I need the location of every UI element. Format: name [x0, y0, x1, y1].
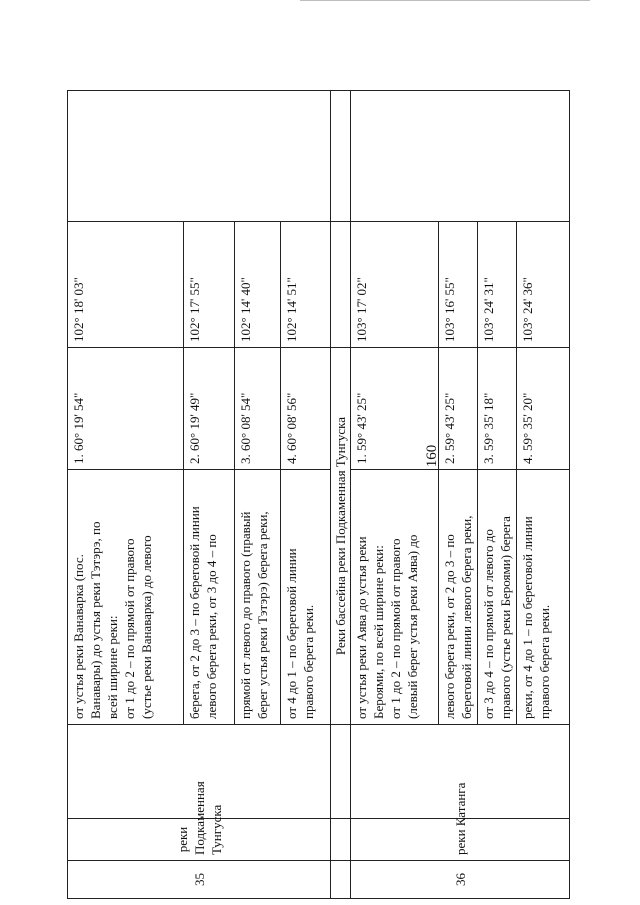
description-line: береговой линии левого берега реки, [459, 515, 474, 719]
description-cell-36 [351, 470, 439, 725]
description-cell-35 [68, 470, 184, 725]
river-name-line: Подкаменная [191, 781, 207, 855]
description-line: берега, от 2 до 3 – по береговой линии [187, 506, 202, 719]
scan-edge-line [300, 0, 590, 1]
description-cell-35 [184, 470, 235, 725]
description-cell-35 [281, 470, 331, 725]
description-line: от 1 до 2 – по прямой от правого [122, 538, 137, 719]
description-line: прямой от левого до правого (правый [238, 511, 253, 719]
latitude-cell: 1. 60° 19' 54" [68, 348, 184, 470]
river-name-35 [68, 781, 331, 861]
description-line: от 4 до 1 – по береговой линии [284, 548, 299, 719]
description-line: Бероями, по всей ширине реки: [371, 545, 386, 719]
longitude-cell: 103° 24' 31" [478, 222, 517, 348]
section-right-cell [331, 222, 351, 348]
river-name-line: реки [174, 826, 190, 853]
longitude-cell: 102° 18' 03" [68, 222, 184, 348]
description-line: от устья реки Аява до устья реки [354, 536, 369, 719]
description-line: реки, от 4 до 1 – по береговой линии [520, 516, 535, 719]
description-line: Ванавары) до устья реки Тэтэрэ, по [88, 521, 103, 719]
table-row-36 [351, 91, 439, 899]
latitude-cell: 1. 59° 43' 25" [351, 348, 439, 470]
latitude-cell: 4. 60° 08' 56" [281, 348, 331, 470]
description-line: правого (устье реки Бероями) берега [498, 516, 513, 719]
longitude-cell: 103° 24' 36" [517, 222, 570, 348]
section-row [331, 91, 351, 899]
description-line: (левый берег устья реки Аява) до [405, 534, 420, 719]
blank-cell [351, 91, 570, 222]
description-cell-36 [439, 470, 478, 725]
latitude-cell: 2. 59° 43' 25" [439, 348, 478, 470]
description-line: от 1 до 2 – по прямой от правого [388, 538, 403, 719]
description-line: берег устья реки Тэтэрэ) берега реки, [255, 511, 270, 719]
description-line: всей ширине реки: [105, 615, 120, 719]
description-line: от 3 до 4 – по прямой от левого до [481, 529, 496, 719]
description-line: левого берега реки, от 3 до 4 – по [204, 534, 219, 719]
description-line: правого берега реки. [537, 604, 552, 719]
latitude-cell: 2. 60° 19' 49" [184, 348, 235, 470]
description-cell-36 [478, 470, 517, 725]
page-number: 160 [424, 444, 440, 468]
longitude-cell: 103° 17' 02" [351, 222, 439, 348]
description-line: (устье реки Ванаварка) до левого [139, 535, 154, 719]
river-name-line: реки Катанга [452, 782, 468, 855]
blank-cell [68, 91, 331, 222]
section-left-cell [331, 819, 351, 861]
section-left-cell [331, 725, 351, 819]
row-number-36: 36 [351, 861, 570, 899]
section-right-cell [331, 91, 351, 222]
description-line: от устья реки Ванаварка (пос. [71, 554, 86, 719]
longitude-cell: 103° 16' 55" [439, 222, 478, 348]
description-cell-35 [235, 470, 281, 725]
description-line: правого берега реки. [301, 604, 316, 719]
latitude-cell: 4. 59° 35' 20" [517, 348, 570, 470]
rotated-table [67, 91, 565, 899]
river-name-36 [351, 782, 570, 861]
river-name-line: Тунгуска [208, 804, 224, 855]
longitude-cell: 102° 14' 40" [235, 222, 281, 348]
longitude-cell: 102° 14' 51" [281, 222, 331, 348]
table-row-35 [68, 91, 184, 899]
row-number-35: 35 [68, 861, 331, 899]
rivers-table [67, 90, 570, 899]
section-title: Реки бассейна реки Подкаменная Тунгуска [331, 348, 351, 725]
description-cell-36 [517, 470, 570, 725]
description-line: левого берега реки, от 2 до 3 – по [442, 534, 457, 719]
latitude-cell: 3. 60° 08' 54" [235, 348, 281, 470]
longitude-cell: 102° 17' 55" [184, 222, 235, 348]
latitude-cell: 3. 59° 35' 18" [478, 348, 517, 470]
section-left-cell [331, 861, 351, 899]
